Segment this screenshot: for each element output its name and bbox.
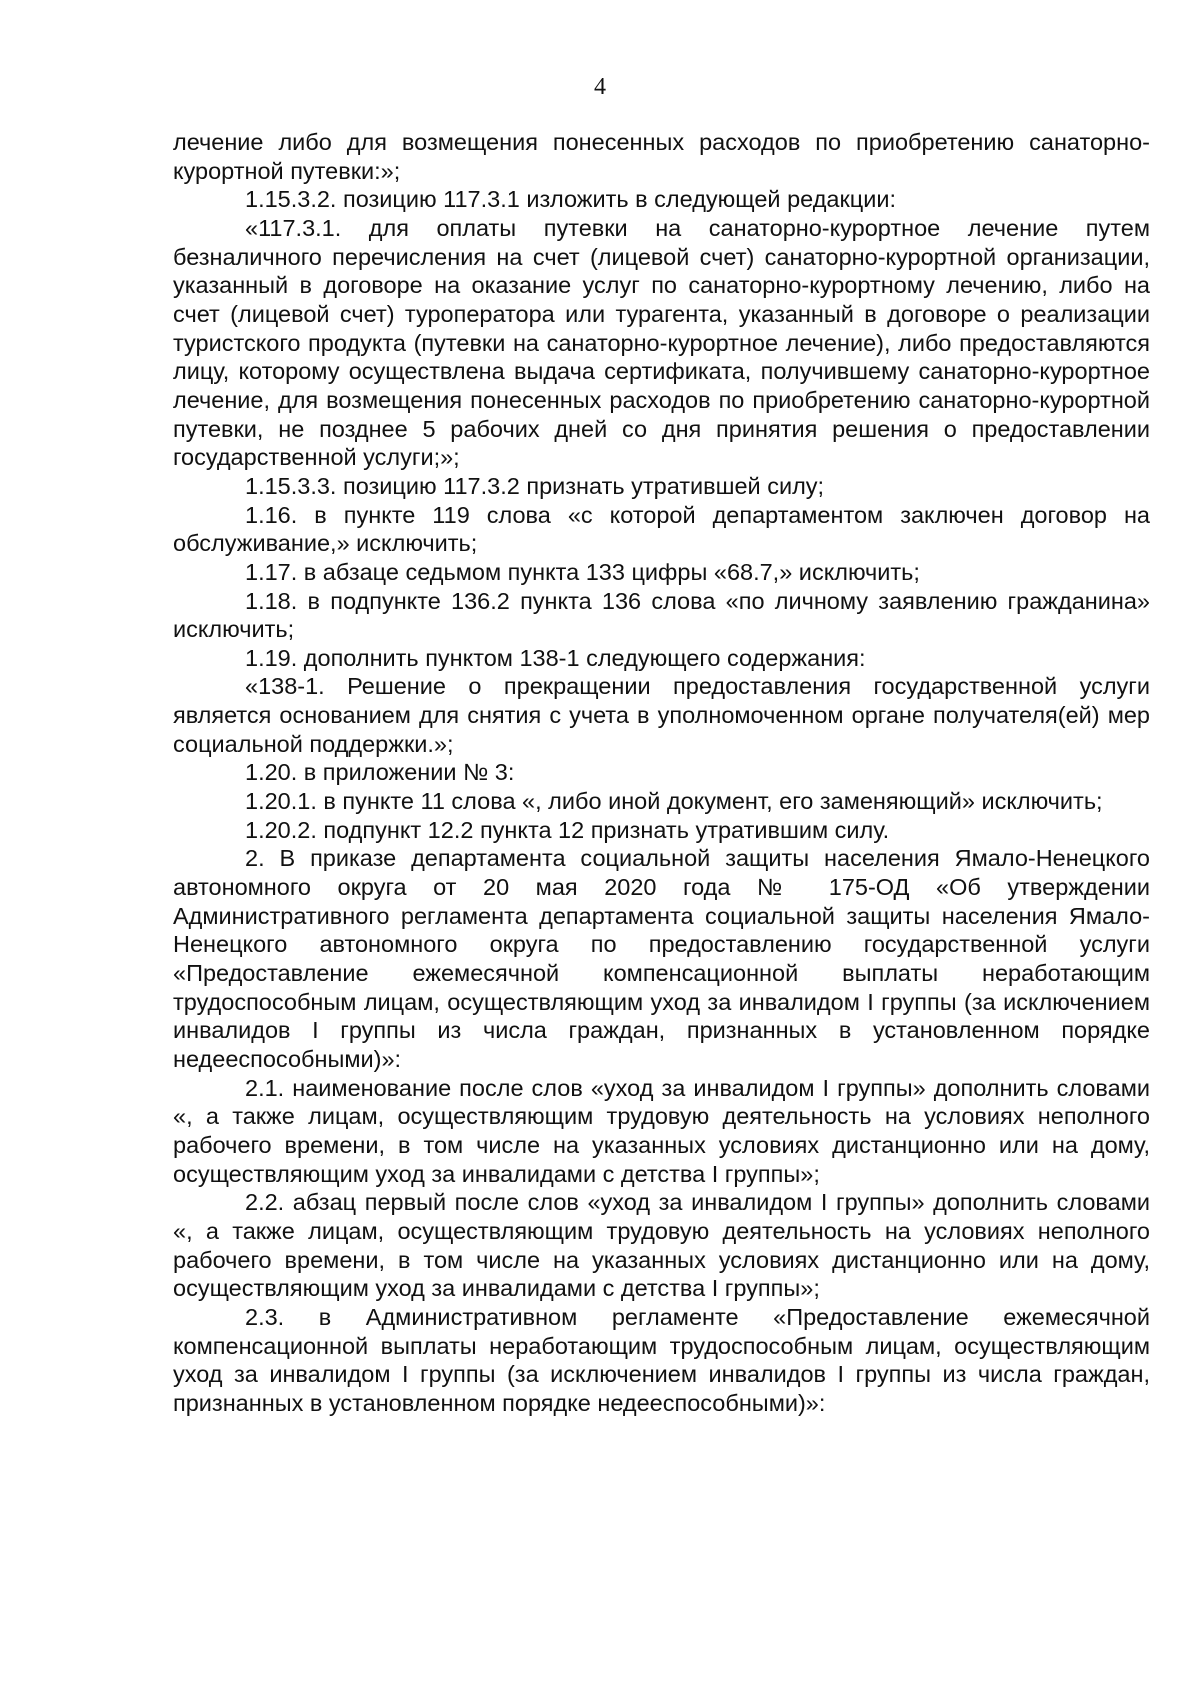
paragraph-1-16: 1.16. в пункте 119 слова «с которой департаментом заключен договор на обслуживание,» исключить; (173, 501, 1150, 557)
paragraph-138-1: «138-1. Решение о прекращении предоставления государственной услуги является основанием для снятия с учета в уполномоченном органе получателя(ей) мер социальной поддержки.»; (173, 673, 1150, 757)
page-number: 4 (594, 74, 606, 100)
paragraph-1-15-3-2: 1.15.3.2. позицию 117.3.1 изложить в следующей редакции: (245, 186, 897, 213)
paragraph-1-20: 1.20. в приложении № 3: (245, 759, 515, 786)
paragraph-1: лечение либо для возмещения понесенных расходов по приобретению санаторно-курортной путевки:»; (173, 129, 1150, 184)
paragraph-2: 2. В приказе департамента социальной защиты населения Ямало-Ненецкого автономного округа от 20 мая 2020 года № 175-ОД «Об утверждении Административного регламента департамента социальной защиты населения Ямало-Ненецкого автономного округа по предоставлению государственной услуги «Предоставление ежемесячной компенсационной выплаты неработающим трудоспособным лицам, осуществляющим уход за инвалидом I группы (за исключением инвалидов I группы из числа граждан, признанных в установленном порядке недееспособными)»: (173, 845, 1150, 1072)
paragraph-1-19: 1.19. дополнить пунктом 138-1 следующего содержания: (245, 644, 866, 671)
paragraph-1-20-2: 1.20.2. подпункт 12.2 пункта 12 признать утратившим силу. (245, 816, 890, 843)
paragraph-1-20-1: 1.20.1. в пункте 11 слова «, либо иной документ, его заменяющий» исключить; (245, 788, 1103, 815)
paragraph-117-3-1: «117.3.1. для оплаты путевки на санаторно-курортное лечение путем безналичного перечисления на счет (лицевой счет) санаторно-курортной организации, указанный в договоре на оказание услуг по санаторно-курортному лечению, либо на счет (лицевой счет) туроператора или турагента, указанный в договоре о реализации туристского продукта (путевки на санаторно-курортное лечение), либо предоставляются лицу, которому осуществлена выдача сертификата, получившему санаторно-курортное лечение, для возмещения понесенных расходов по приобретению санаторно-курортной путевки, не позднее 5 рабочих дней со дня принятия решения о предоставлении государственной услуги;»; (173, 214, 1150, 471)
paragraph-1-17: 1.17. в абзаце седьмом пункта 133 цифры «68.7,» исключить; (245, 558, 920, 585)
document-body (173, 128, 1150, 1418)
paragraph-2-2: 2.2. абзац первый после слов «уход за инвалидом I группы» дополнить словами «, а также лицам, осуществляющим трудовую деятельность на условиях неполного рабочего времени, в том числе на указанных условиях дистанционно или на дому, осуществляющим уход за инвалидами с детства I группы»; (173, 1189, 1150, 1302)
paragraph-1-18: 1.18. в подпункте 136.2 пункта 136 слова «по личному заявлению гражданина» исключить; (173, 587, 1150, 643)
paragraph-2-1: 2.1. наименование после слов «уход за инвалидом I группы» дополнить словами «, а также лицам, осуществляющим трудовую деятельность на условиях неполного рабочего времени, в том числе на указанных условиях дистанционно или на дому, осуществляющим уход за инвалидами с детства I группы»; (173, 1074, 1150, 1187)
paragraph-2-3: 2.3. в Административном регламенте «Предоставление ежемесячной компенсационной выплаты неработающим трудоспособным лицам, осуществляющим уход за инвалидом I группы (за исключением инвалидов I группы из числа граждан, признанных в установленном порядке недееспособными)»: (173, 1303, 1150, 1416)
paragraph-1-15-3-3: 1.15.3.3. позицию 117.3.2 признать утратившей силу; (245, 472, 825, 499)
